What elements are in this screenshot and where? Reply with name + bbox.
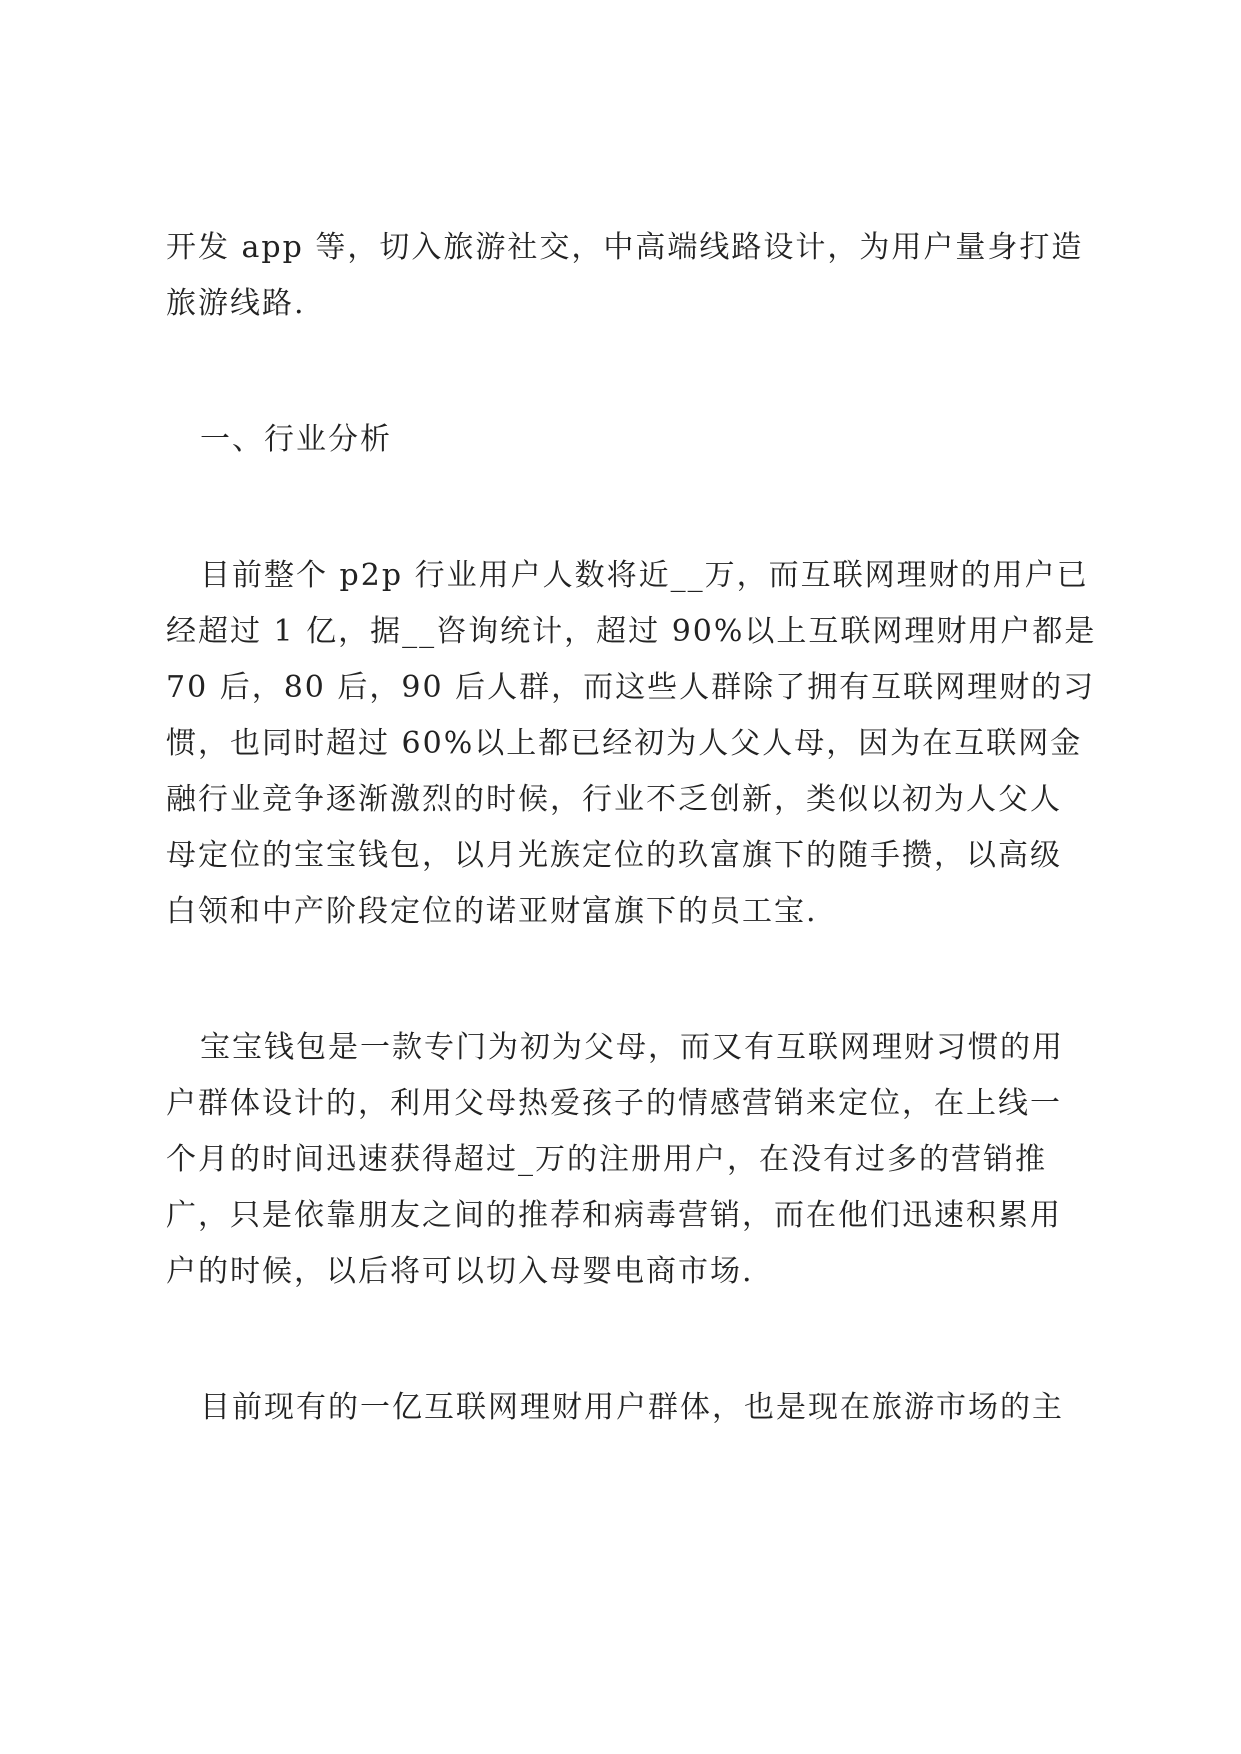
text-line: 目前现有的一亿互联网理财用户群体，也是现在旅游市场的主 (200, 1390, 1064, 1425)
text-line: 母定位的宝宝钱包，以月光族定位的玖富旗下的随手攒，以高级 (166, 838, 1062, 873)
text-line: 惯，也同时超过 60%以上都已经初为人父人母，因为在互联网金 (166, 726, 1083, 761)
text-line: 户群体设计的，利用父母热爱孩子的情感营销来定位，在上线一 (166, 1086, 1062, 1121)
text-line: 白领和中产阶段定位的诺亚财富旗下的员工宝. (166, 894, 818, 929)
document-body (166, 220, 1096, 1436)
paragraph-baby-wallet (166, 1020, 1096, 1300)
heading-text: 一、行业分析 (200, 422, 392, 457)
text-line: 广，只是依靠朋友之间的推荐和病毒营销，而在他们迅速积累用 (166, 1198, 1062, 1233)
text-line: 旅游线路. (166, 286, 306, 321)
text-line: 70 后，80 后，90 后人群，而这些人群除了拥有互联网理财的习 (166, 670, 1096, 705)
text-line: 宝宝钱包是一款专门为初为父母，而又有互联网理财习惯的用 (200, 1030, 1064, 1065)
text-line: 个月的时间迅速获得超过_万的注册用户，在没有过多的营销推 (166, 1142, 1047, 1177)
text-line: 经超过 1 亿，据__咨询统计，超过 90%以上互联网理财用户都是 (166, 614, 1097, 649)
text-line: 户的时候，以后将可以切入母婴电商市场. (166, 1254, 754, 1289)
text-line: 目前整个 p2p 行业用户人数将近__万，而互联网理财的用户已 (200, 558, 1089, 593)
text-line: 融行业竞争逐渐激烈的时候，行业不乏创新，类似以初为人父人 (166, 782, 1062, 817)
section-heading (166, 412, 1096, 468)
paragraph-travel-market (166, 1380, 1096, 1436)
intro-paragraph (166, 220, 1096, 332)
paragraph-industry-users (166, 548, 1096, 940)
text-line: 开发 app 等，切入旅游社交，中高端线路设计，为用户量身打造 (166, 230, 1084, 265)
